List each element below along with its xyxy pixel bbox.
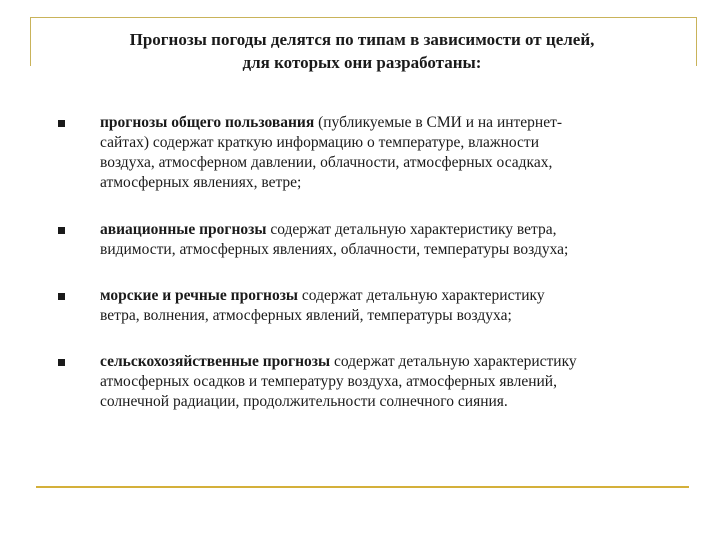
item-text: содержат детальную характеристику ветра, — [266, 221, 557, 238]
list-item-marine-forecasts — [100, 286, 670, 326]
item-line-1 — [100, 220, 670, 240]
square-bullet-icon — [58, 293, 65, 300]
list-item-agricultural-forecasts — [100, 352, 670, 412]
item-line-2: видимости, атмосферных явлениях, облачности, температуры воздуха; — [100, 241, 569, 258]
item-line-2: сайтах) содержат краткую информацию о температуре, влажности — [100, 134, 539, 151]
item-term: сельскохозяйственные прогнозы — [100, 353, 331, 370]
item-text: (публикуемые в СМИ и на интернет- — [314, 114, 563, 131]
item-line-1 — [100, 113, 670, 133]
title-line-1: Прогнозы погоды делятся по типам в зависимости от целей, — [129, 30, 595, 49]
item-text: содержат детальную характеристику — [330, 353, 577, 370]
list-item-aviation-forecasts — [100, 220, 670, 260]
item-line-1 — [100, 286, 670, 306]
item-line-3: воздуха, атмосферном давлении, облачности, атмосферных осадках, — [100, 154, 553, 171]
item-line-2: ветра, волнения, атмосферных явлений, температуры воздуха; — [100, 307, 512, 324]
title-line-2: для которых они разработаны: — [242, 53, 482, 72]
square-bullet-icon — [58, 227, 65, 234]
square-bullet-icon — [58, 359, 65, 366]
list-item-general-forecasts — [100, 113, 670, 193]
item-line-2: атмосферных осадков и температуру воздуха, атмосферных явлений, — [100, 373, 557, 390]
item-text: содержат детальную характеристику — [298, 287, 545, 304]
item-term: прогнозы общего пользования — [100, 114, 315, 131]
item-term: авиационные прогнозы — [100, 221, 267, 238]
frame-bottom-rule — [36, 486, 689, 488]
item-line-3: солнечной радиации, продолжительности солнечного сияния. — [100, 393, 508, 410]
item-line-4: атмосферных явлениях, ветре; — [100, 174, 302, 191]
item-term: морские и речные прогнозы — [100, 287, 299, 304]
item-line-1 — [100, 352, 670, 372]
square-bullet-icon — [58, 120, 65, 127]
